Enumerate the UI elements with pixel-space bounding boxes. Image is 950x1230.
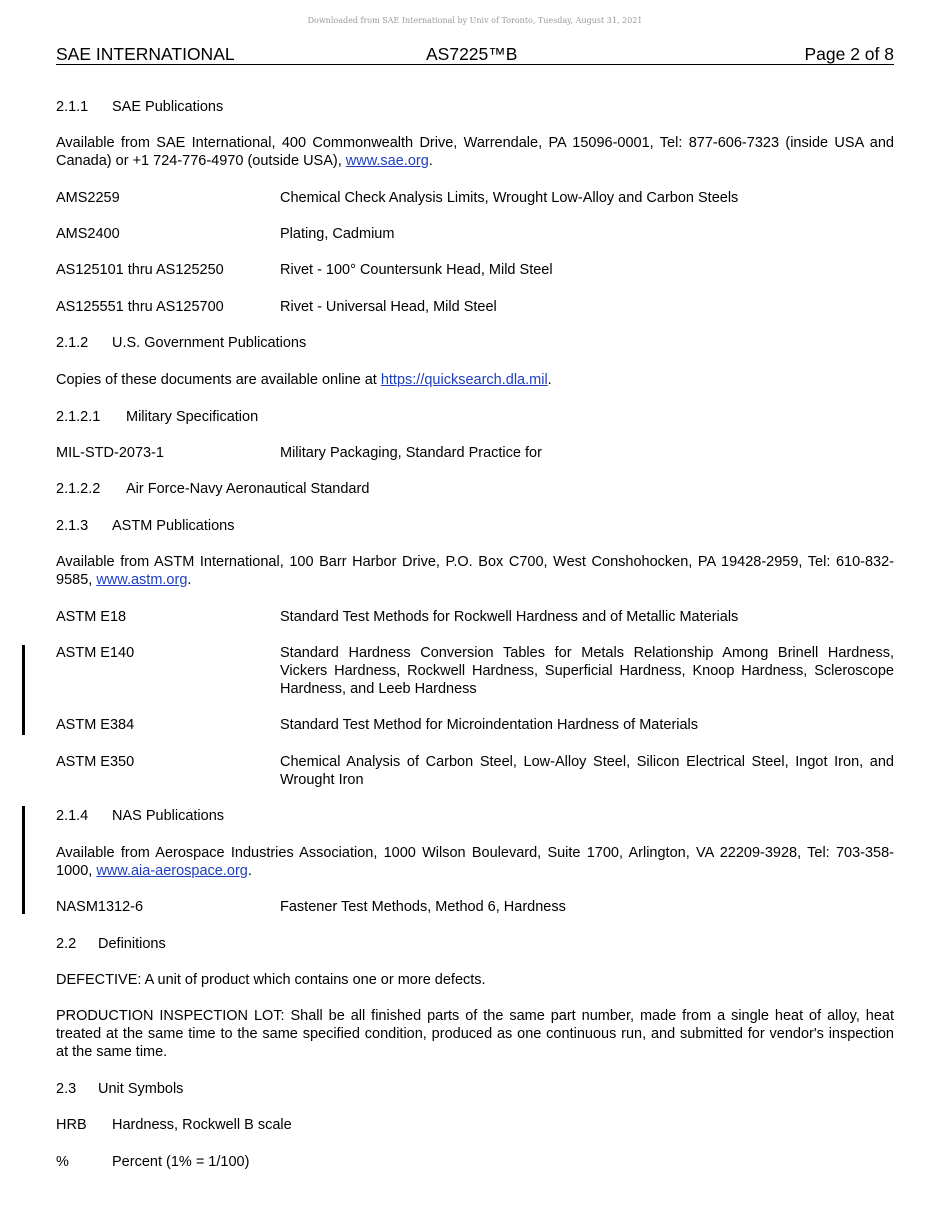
change-bar — [22, 645, 25, 735]
ref-code: ASTM E384 — [56, 717, 135, 733]
unit-symbol: % — [56, 1154, 69, 1170]
section-heading: 2.3 Unit Symbols — [56, 1081, 184, 1097]
definition-defective: DEFECTIVE: A unit of product which contains one or more defects. — [56, 972, 486, 988]
ref-desc: Plating, Cadmium — [280, 226, 395, 242]
ref-code: ASTM E18 — [56, 609, 127, 625]
nas-availability: Available from Aerospace Industries Association, 1000 Wilson Boulevard, Suite 1700, Arlington, VA 22209-3928, Tel: 703-358-1000, www.aia-aerospace.org. — [56, 845, 894, 879]
dla-link[interactable]: https://quicksearch.dla.mil — [380, 372, 548, 388]
astm-link[interactable]: www.astm.org — [96, 572, 188, 588]
ref-code: NASM1312-6 — [56, 899, 144, 915]
section-heading: 2.1.3 ASTM Publications — [56, 518, 235, 534]
unit-symbol: HRB — [56, 1117, 87, 1133]
header-org: SAE INTERNATIONAL — [56, 44, 235, 64]
section-heading: 2.1.1 SAE Publications — [56, 99, 224, 115]
ref-code: AS125551 thru AS125700 — [56, 299, 224, 315]
header-doc-number: AS7225™B — [426, 44, 518, 64]
sae-link[interactable]: www.sae.org — [345, 153, 429, 169]
download-banner: Downloaded from SAE International by Univ of Toronto, Tuesday, August 31, 2021 — [307, 16, 643, 25]
ref-desc: Standard Test Method for Microindentation Hardness of Materials — [280, 717, 699, 733]
section-heading: 2.2 Definitions — [56, 936, 166, 952]
ref-code: AMS2259 — [56, 190, 120, 206]
definition-production-lot: PRODUCTION INSPECTION LOT: Shall be all finished parts of the same part number, made from a single heat of alloy, heat treated at the same time to the same specified condition, produced as one continuous run, and submitted for vendor's inspection at the same time. — [56, 1008, 894, 1060]
ref-code: ASTM E350 — [56, 754, 135, 770]
unit-desc: Percent (1% = 1/100) — [112, 1154, 250, 1170]
change-bar — [22, 806, 25, 914]
unit-desc: Hardness, Rockwell B scale — [112, 1117, 292, 1133]
ref-desc: Standard Test Methods for Rockwell Hardness and of Metallic Materials — [280, 609, 739, 625]
ref-desc: Military Packaging, Standard Practice for — [280, 445, 542, 461]
ref-desc: Rivet - Universal Head, Mild Steel — [280, 299, 497, 315]
aia-link[interactable]: www.aia-aerospace.org — [96, 863, 248, 879]
ref-code: ASTM E140 — [56, 645, 135, 661]
ref-desc: Chemical Analysis of Carbon Steel, Low-Alloy Steel, Silicon Electrical Steel, Ingot Iron, and Wrought Iron — [280, 754, 894, 788]
section-heading: 2.1.4 NAS Publications — [56, 808, 225, 824]
ref-desc: Chemical Check Analysis Limits, Wrought Low-Alloy and Carbon Steels — [280, 190, 739, 206]
ref-code: AS125101 thru AS125250 — [56, 262, 224, 278]
ref-desc: Fastener Test Methods, Method 6, Hardness — [280, 899, 566, 915]
header-page-number: Page 2 of 8 — [804, 44, 894, 64]
page-header — [56, 44, 894, 65]
ref-desc: Standard Hardness Conversion Tables for Metals Relationship Among Brinell Hardness, Vickers Hardness, Rockwell Hardness, Superficial Hardness, Knoop Hardness, Scleroscope Hardness, and Leeb Hardness — [280, 645, 894, 697]
gov-availability: Copies of these documents are available online at https://quicksearch.dla.mil. — [56, 372, 552, 388]
ref-code: AMS2400 — [56, 226, 120, 242]
ref-desc: Rivet - 100° Countersunk Head, Mild Steel — [280, 262, 553, 278]
sae-availability: Available from SAE International, 400 Commonwealth Drive, Warrendale, PA 15096-0001, Tel: 877-606-7323 (inside USA and Canada) or +1 724-776-4970 (outside USA), www.sae.org. — [56, 135, 894, 169]
section-heading: 2.1.2.2 Air Force-Navy Aeronautical Standard — [56, 481, 370, 497]
section-heading: 2.1.2 U.S. Government Publications — [56, 335, 307, 351]
section-heading: 2.1.2.1 Military Specification — [56, 409, 259, 425]
ref-code: MIL-STD-2073-1 — [56, 445, 164, 461]
astm-availability: Available from ASTM International, 100 Barr Harbor Drive, P.O. Box C700, West Conshohocken, PA 19428-2959, Tel: 610-832-9585, www.astm.org. — [56, 554, 894, 588]
